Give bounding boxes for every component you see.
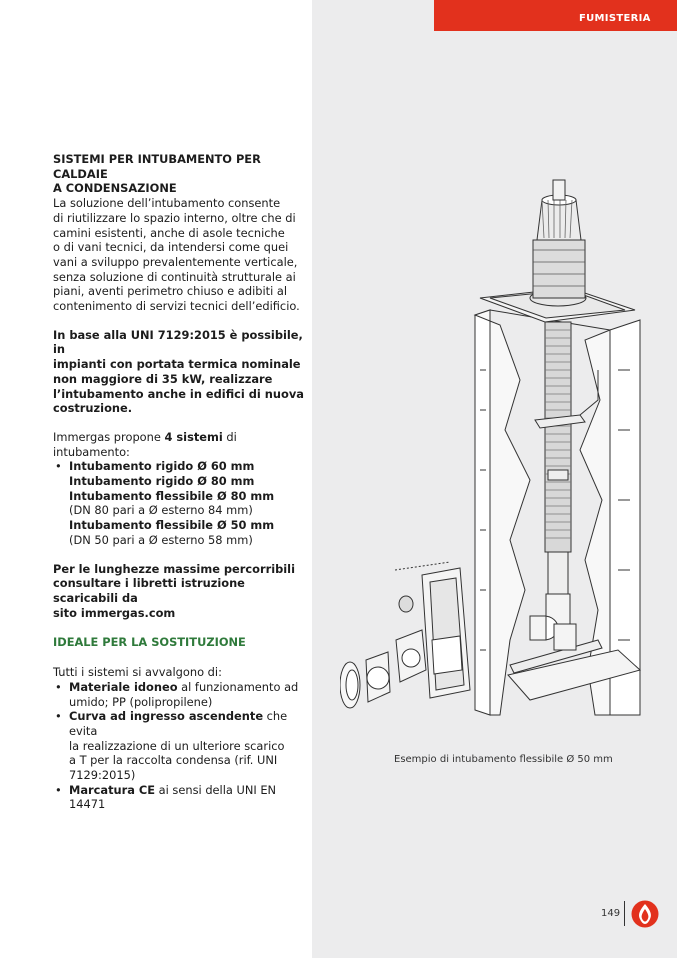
intro-line: senza soluzione di continuità strutturale ai xyxy=(53,269,296,284)
article-title-line2: A CONDENSAZIONE xyxy=(53,181,177,196)
figure-caption: Esempio di intubamento flessibile Ø 50 mm xyxy=(394,754,613,765)
page-divider xyxy=(624,901,625,926)
lengths-line: sito immergas.com xyxy=(53,605,176,620)
norm-line: non maggiore di 35 kW, realizzare xyxy=(53,371,273,386)
article-title-line1: SISTEMI PER INTUBAMENTO PER CALDAIE xyxy=(53,152,261,181)
feature-item: • Curva ad ingresso ascendente che evita la realizzazione di un ulteriore scarico a T per la raccolta condensa (rif. UNI 7129:2015) xyxy=(53,709,305,783)
brand-flame-logo-icon xyxy=(631,900,659,928)
norm-line: l’intubamento anche in edifici di nuova xyxy=(53,386,304,401)
norm-paragraph xyxy=(53,328,305,416)
features-intro: Tutti i sistemi si avvalgono di: xyxy=(53,665,222,680)
intro-line: contenimento di servizi tecnici dell’edificio. xyxy=(53,299,300,314)
system-note: (DN 50 pari a Ø esterno 58 mm) xyxy=(69,532,253,547)
system-note: (DN 80 pari a Ø esterno 84 mm) xyxy=(69,503,253,518)
lengths-paragraph xyxy=(53,562,305,621)
system-name: • Intubamento rigido Ø 60 mm xyxy=(69,459,255,474)
lengths-line: Per le lunghezze massime percorribili xyxy=(53,561,295,576)
section-label: FUMISTERIA xyxy=(579,13,651,24)
lengths-line: consultare i libretti istruzione scaricabili da xyxy=(53,576,245,605)
section-tab xyxy=(434,0,677,31)
systems-list-item xyxy=(53,459,305,547)
intro-line: camini esistenti, anche di asole tecniche xyxy=(53,225,285,240)
system-name: Intubamento flessibile Ø 80 mm xyxy=(69,488,275,503)
systems-intro-line2: intubamento: xyxy=(53,444,130,459)
systems-intro: Immergas propone 4 sistemi di xyxy=(53,429,237,444)
features-list xyxy=(53,680,305,812)
system-name: Intubamento flessibile Ø 50 mm xyxy=(69,518,275,533)
highlight-heading: IDEALE PER LA SOSTITUZIONE xyxy=(53,635,246,650)
norm-line: In base alla UNI 7129:2015 è possibile, in xyxy=(53,327,303,357)
intro-paragraph xyxy=(53,196,305,314)
article-body xyxy=(53,152,305,812)
intro-line: di riutilizzare lo spazio interno, oltre che di xyxy=(53,210,296,225)
system-name: Intubamento rigido Ø 80 mm xyxy=(69,474,255,489)
page-number: 149 xyxy=(601,908,621,919)
intro-line: La soluzione dell’intubamento consente xyxy=(53,196,281,211)
intro-line: vani a sviluppo prevalentemente verticale, xyxy=(53,254,298,269)
feature-item: • Materiale idoneo al funzionamento ad umido; PP (polipropilene) xyxy=(53,680,305,709)
flue-system-illustration xyxy=(340,170,660,740)
intro-line: piani, aventi perimetro chiuso e adibiti al xyxy=(53,284,288,299)
norm-line: costruzione. xyxy=(53,401,133,416)
feature-item: • Marcatura CE ai sensi della UNI EN 14471 xyxy=(53,783,305,812)
norm-line: impianti con portata termica nominale xyxy=(53,357,301,372)
systems-list xyxy=(53,459,305,547)
intro-line: o di vani tecnici, da intendersi come quei xyxy=(53,240,289,255)
